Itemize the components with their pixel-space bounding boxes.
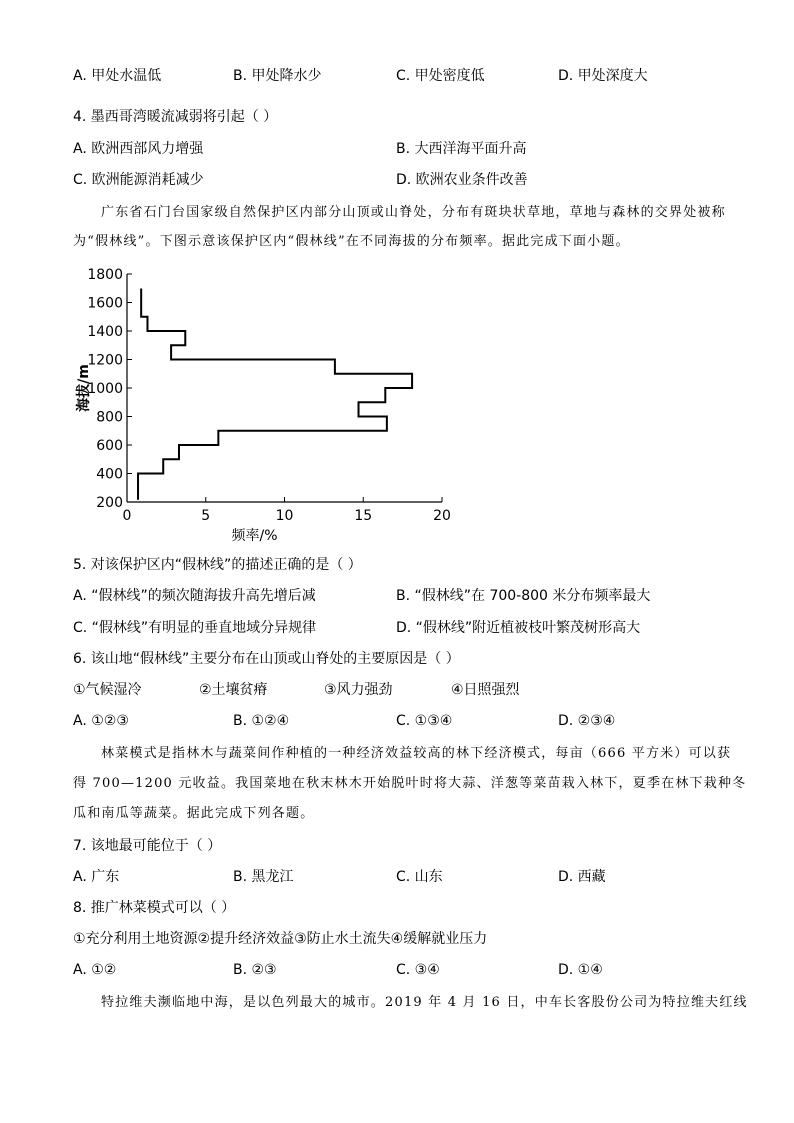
- q5-option-c: C. “假林线”有明显的垂直地域分异规律: [73, 620, 317, 636]
- q6-option-c: C. ①③④: [396, 713, 453, 729]
- y-tick-label: 1600: [87, 295, 123, 312]
- y-tick-label: 200: [96, 495, 123, 511]
- x-tick-label: 20: [433, 508, 451, 524]
- y-tick-label: 400: [96, 466, 123, 483]
- frequency-step-line: [138, 289, 412, 500]
- x-tick-label: 15: [354, 508, 373, 524]
- q5-option-d: D. “假林线”附近植被枝叶繁茂树形高大: [396, 620, 641, 636]
- x-tick-label: 10: [275, 508, 294, 524]
- elevation-frequency-chart: [70, 262, 460, 547]
- y-tick-label: 1200: [87, 352, 123, 369]
- q8-option-d: D. ①④: [558, 962, 603, 978]
- y-tick-label: 600: [96, 438, 123, 454]
- q6-item-3: ③风力强劲: [324, 682, 393, 698]
- q6-option-d: D. ②③④: [558, 713, 616, 729]
- q4-option-a: A. 欧洲西部风力增强: [73, 141, 204, 157]
- q4-option-d: D. 欧洲农业条件改善: [396, 172, 528, 188]
- y-tick-label: 1000: [87, 381, 123, 397]
- q5-option-a: A. “假林线”的频次随海拔升高先增后减: [73, 588, 316, 604]
- q3-option-b: B. 甲处降水少: [233, 68, 322, 84]
- passage2-line3: 瓜和南瓜等蔬菜。据此完成下列各题。: [73, 806, 315, 821]
- q7-option-b: B. 黑龙江: [233, 869, 294, 885]
- q7-option-c: C. 山东: [396, 869, 443, 885]
- q7-option-d: D. 西藏: [558, 869, 606, 885]
- q6-item-4: ④日照强烈: [451, 682, 520, 698]
- y-tick-label: 800: [96, 409, 123, 426]
- q7-stem: 7. 该地最可能位于（ ）: [73, 838, 222, 854]
- x-tick-label: 0: [122, 508, 132, 524]
- q8-option-a: A. ①②: [73, 962, 117, 978]
- q5-option-b: B. “假林线”在 700-800 米分布频率最大: [396, 588, 651, 604]
- q5-stem: 5. 对该保护区内“假林线”的描述正确的是（ ）: [73, 557, 362, 573]
- q6-option-b: B. ①②④: [233, 713, 290, 729]
- q6-option-a: A. ①②③: [73, 713, 129, 729]
- q8-option-c: C. ③④: [396, 962, 440, 978]
- passage1-line2: 为“假林线”。下图示意该保护区内“假林线”在不同海拔的分布频率。据此完成下面小题。: [73, 234, 630, 249]
- y-axis-label: 海拔/m: [76, 364, 92, 412]
- q4-stem: 4. 墨西哥湾暖流减弱将引起（ ）: [73, 109, 278, 125]
- q4-option-c: C. 欧洲能源消耗减少: [73, 172, 204, 188]
- passage2-line1: 林菜模式是指林木与蔬菜间作种植的一种经济效益较高的林下经济模式，每亩（666 平方米）可以获: [101, 746, 732, 761]
- x-axis-label: 频率/%: [231, 528, 278, 544]
- passage1-line1: 广东省石门台国家级自然保护区内部分山顶或山脊处，分布有斑块状草地，草地与森林的交界处被称: [101, 205, 726, 220]
- q8-items: ①充分利用土地资源②提升经济效益③防止水土流失④缓解就业压力: [73, 931, 488, 947]
- q6-item-1: ①气候湿冷: [73, 682, 142, 698]
- q6-item-2: ②土壤贫瘠: [199, 682, 268, 698]
- q4-option-b: B. 大西洋海平面升高: [396, 141, 527, 157]
- passage3-line1: 特拉维夫濒临地中海，是以色列最大的城市。2019 年 4 月 16 日，中车长客股份公司为特拉维夫红线: [101, 995, 748, 1010]
- q3-option-a: A. 甲处水温低: [73, 68, 162, 84]
- q8-option-b: B. ②③: [233, 962, 277, 978]
- y-tick-label: 1800: [87, 267, 123, 283]
- x-tick-label: 5: [201, 508, 211, 524]
- q3-option-c: C. 甲处密度低: [396, 68, 485, 84]
- q6-stem: 6. 该山地“假林线”主要分布在山顶或山脊处的主要原因是（ ）: [73, 651, 460, 667]
- y-tick-label: 1400: [87, 324, 123, 340]
- q7-option-a: A. 广东: [73, 869, 120, 885]
- q8-stem: 8. 推广林菜模式可以（ ）: [73, 900, 236, 916]
- q3-option-d: D. 甲处深度大: [558, 68, 648, 84]
- passage2-line2: 得 700—1200 元收益。我国菜地在秋末林木开始脱叶时将大蒜、洋葱等菜苗栽入林下，夏季在林下栽种冬: [73, 776, 747, 791]
